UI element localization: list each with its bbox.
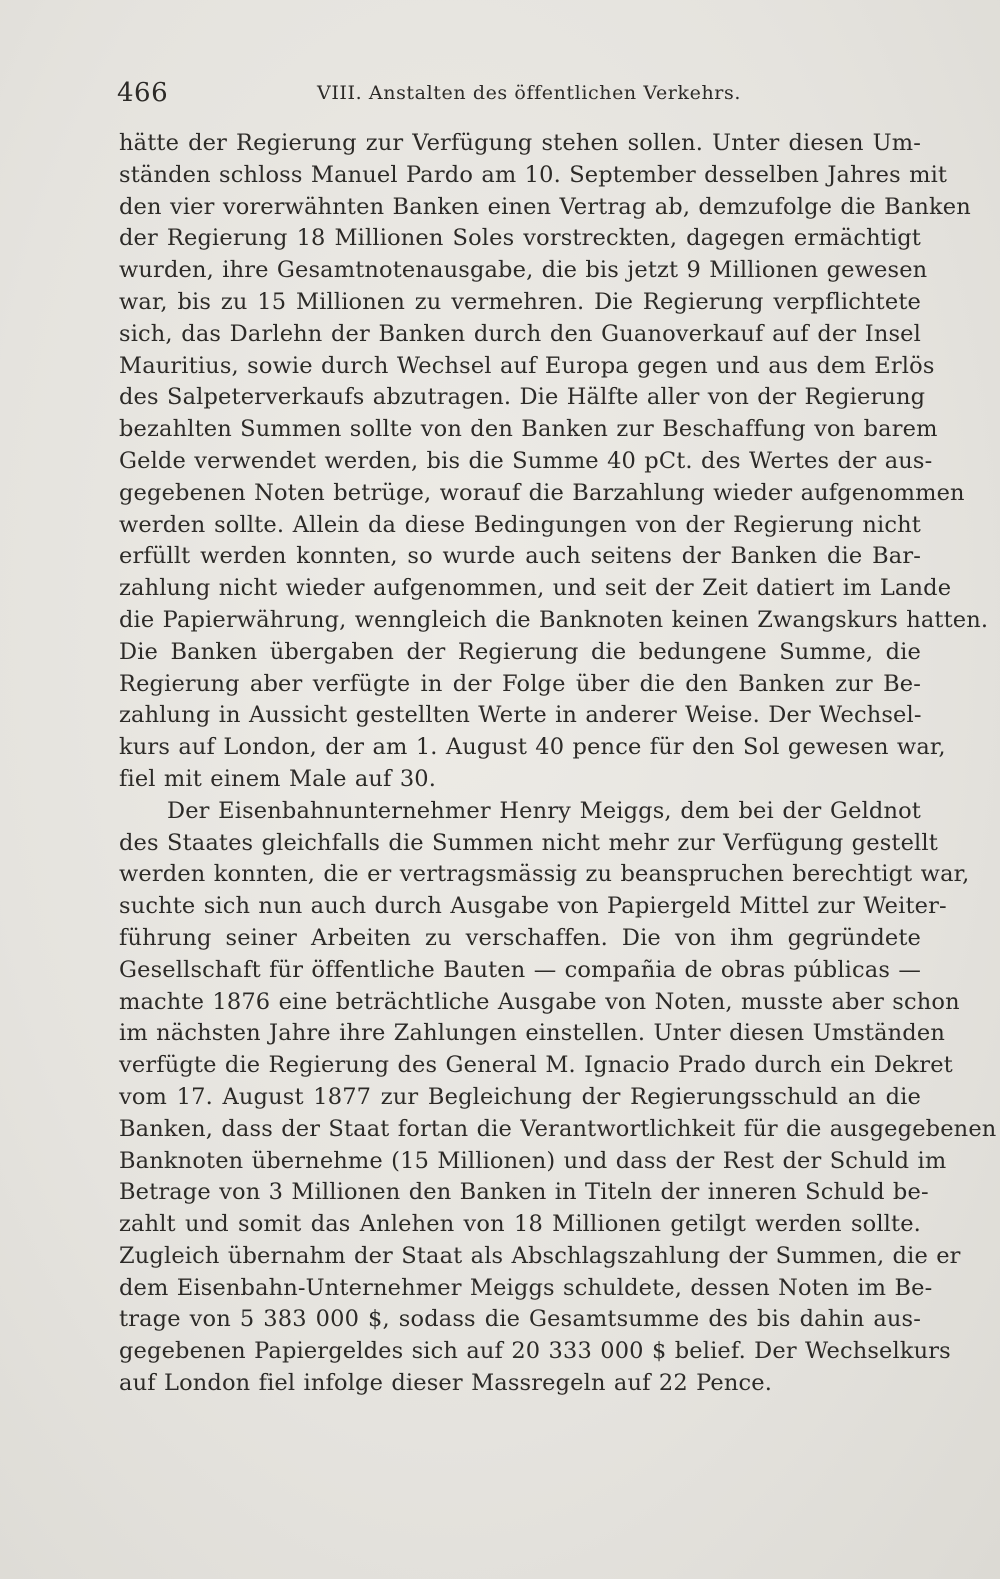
text-line: suchte sich nun auch durch Ausgabe von Papiergeld Mittel zur Weiter- xyxy=(119,893,947,920)
text-line: die Papierwährung, wenngleich die Banknoten keinen Zwangskurs hatten. xyxy=(119,606,989,633)
text-line: machte 1876 eine beträchtliche Ausgabe von Noten, musste aber schon xyxy=(119,988,960,1015)
text-line: werden sollte. Allein da diese Bedingungen von der Regierung nicht xyxy=(119,511,921,538)
text-line: fiel mit einem Male auf 30. xyxy=(119,765,437,792)
text-line: trage von 5 383 000 $, sodass die Gesamtsumme des bis dahin aus- xyxy=(119,1306,921,1333)
text-line: den vier vorerwähnten Banken einen Vertrag ab, demzufolge die Banken xyxy=(119,193,971,220)
text-line: dem Eisenbahn-Unternehmer Meiggs schuldete, dessen Noten im Be- xyxy=(119,1274,933,1301)
text-line: Die Banken übergaben der Regierung die bedungene Summe, die xyxy=(119,638,921,665)
text-line: auf London fiel infolge dieser Massregeln auf 22 Pence. xyxy=(119,1370,773,1397)
paragraph xyxy=(119,128,989,796)
text-line: verfügte die Regierung des General M. Ignacio Prado durch ein Dekret xyxy=(119,1052,953,1079)
text-line: bezahlten Summen sollte von den Banken zur Beschaffung von barem xyxy=(119,416,938,443)
running-head: VIII. Anstalten des öffentlichen Verkehrs. xyxy=(317,82,741,104)
text-line: erfüllt werden konnten, so wurde auch seitens der Banken die Bar- xyxy=(119,543,921,570)
paragraph xyxy=(119,796,997,1400)
text-line: Zugleich übernahm der Staat als Abschlagszahlung der Summen, die er xyxy=(119,1242,961,1269)
text-line: Mauritius, sowie durch Wechsel auf Europa gegen und aus dem Erlös xyxy=(119,352,935,379)
text-line: zahlt und somit das Anlehen von 18 Millionen getilgt werden sollte. xyxy=(119,1211,921,1238)
text-line: Gelde verwendet werden, bis die Summe 40 pCt. des Wertes der aus- xyxy=(119,447,933,474)
text-line: gegebenen Papiergeldes sich auf 20 333 000 $ belief. Der Wechselkurs xyxy=(119,1338,951,1365)
text-line: zahlung nicht wieder aufgenommen, und seit der Zeit datiert im Lande xyxy=(119,575,952,602)
text-line: im nächsten Jahre ihre Zahlungen einstellen. Unter diesen Umständen xyxy=(119,1020,945,1047)
text-line: der Regierung 18 Millionen Soles vorstreckten, dagegen ermächtigt xyxy=(119,225,921,252)
text-line: des Salpeterverkaufs abzutragen. Die Hälfte aller von der Regierung xyxy=(119,384,926,411)
page-number: 466 xyxy=(117,78,169,108)
body-text xyxy=(119,128,997,1400)
text-line: sich, das Darlehn der Banken durch den Guanoverkauf auf der Insel xyxy=(119,320,921,347)
text-line: Gesellschaft für öffentliche Bauten — compañia de obras públicas — xyxy=(119,956,921,983)
page-header xyxy=(117,78,923,118)
text-line: ständen schloss Manuel Pardo am 10. September desselben Jahres mit xyxy=(119,161,948,188)
text-line: Betrage von 3 Millionen den Banken in Titeln der inneren Schuld be- xyxy=(119,1179,929,1206)
text-line: werden konnten, die er vertragsmässig zu beanspruchen berechtigt war, xyxy=(119,861,970,888)
text-line: führung seiner Arbeiten zu verschaffen. Die von ihm gegründete xyxy=(119,924,921,951)
text-line: kurs auf London, der am 1. August 40 pence für den Sol gewesen war, xyxy=(119,734,946,761)
text-line: Der Eisenbahnunternehmer Henry Meiggs, dem bei der Geldnot xyxy=(167,797,921,824)
text-line: zahlung in Aussicht gestellten Werte in anderer Weise. Der Wechsel- xyxy=(119,702,922,729)
text-line: hätte der Regierung zur Verfügung stehen sollen. Unter diesen Um- xyxy=(119,130,921,156)
text-line: vom 17. August 1877 zur Begleichung der Regierungsschuld an die xyxy=(119,1083,921,1110)
text-line: Banknoten übernehme (15 Millionen) und dass der Rest der Schuld im xyxy=(119,1147,947,1174)
text-line: Regierung aber verfügte in der Folge über die den Banken zur Be- xyxy=(119,670,921,697)
text-line: wurden, ihre Gesamtnotenausgabe, die bis jetzt 9 Millionen gewesen xyxy=(119,257,928,284)
text-line: des Staates gleichfalls die Summen nicht mehr zur Verfügung gestellt xyxy=(119,829,938,856)
text-line: gegebenen Noten betrüge, worauf die Barzahlung wieder aufgenommen xyxy=(119,479,965,506)
text-line: Banken, dass der Staat fortan die Verantwortlichkeit für die ausgegebenen xyxy=(119,1115,997,1142)
text-line: war, bis zu 15 Millionen zu vermehren. Die Regierung verpflichtete xyxy=(119,288,921,315)
